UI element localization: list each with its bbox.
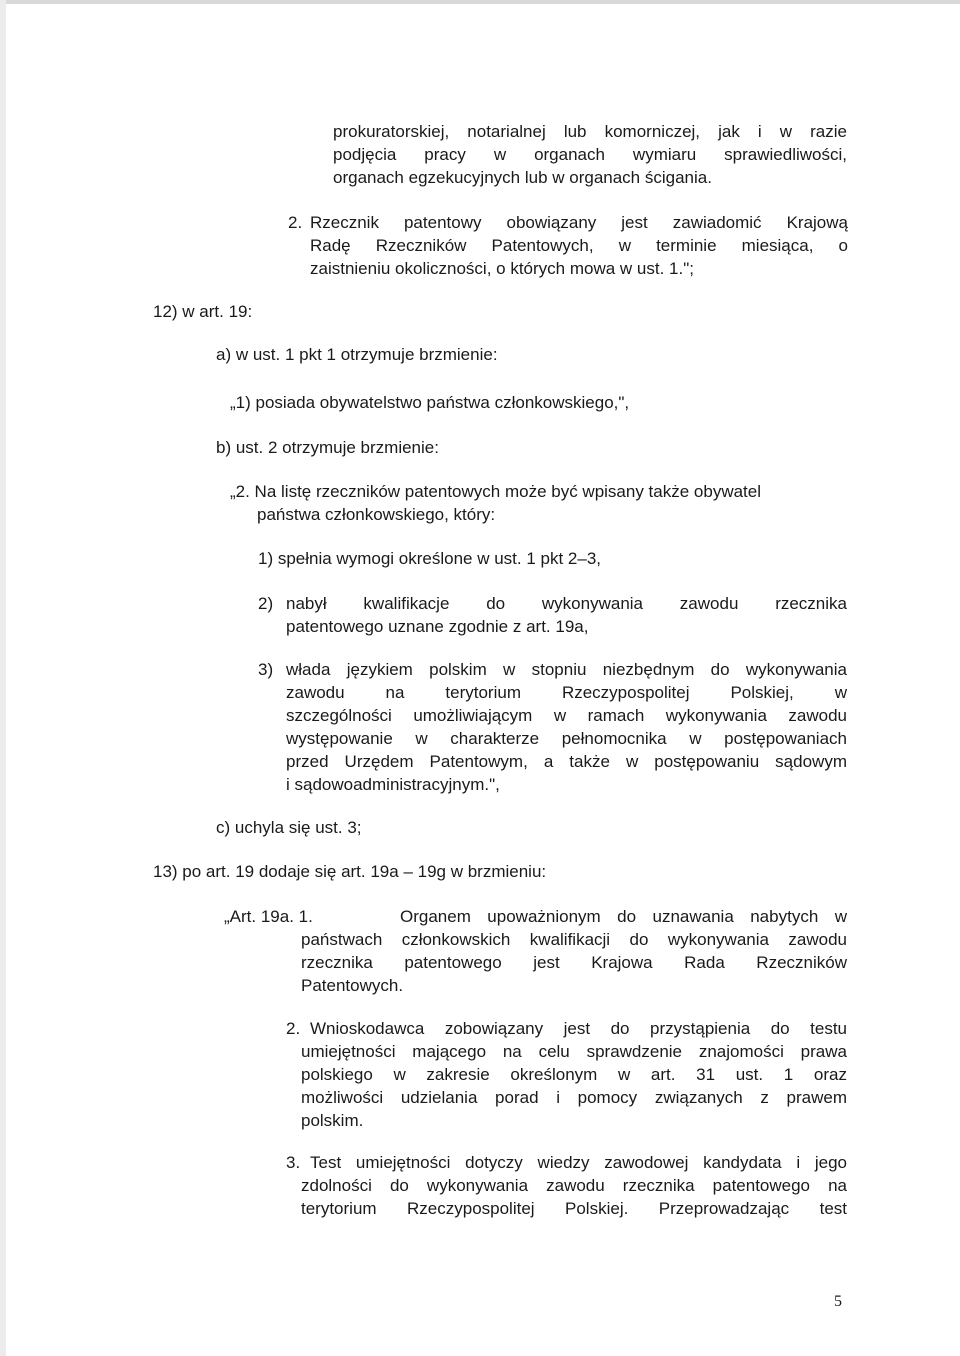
item-number: 3)	[258, 660, 274, 679]
text-line: zaistnieniu okoliczności, o których mowa w ust. 1.";	[310, 259, 694, 278]
text-line: Test umiejętności dotyczy wiedzy zawodowej kandydata i jego	[310, 1153, 847, 1172]
text-line: zdolności do wykonywania zawodu rzecznika patentowego na	[301, 1176, 847, 1195]
item-number: 3.	[286, 1153, 301, 1172]
text-line: 1) spełnia wymogi określone w ust. 1 pkt 2–3,	[258, 549, 602, 568]
text-line: Organem upoważnionym do uznawania nabytych w	[400, 907, 847, 926]
scan-edge-left	[0, 0, 6, 1356]
text-line: polskim.	[301, 1111, 364, 1130]
text-line: podjęcia pracy w organach wymiaru sprawiedliwości,	[333, 145, 847, 164]
text-line: przed Urzędem Patentowym, a także w postępowaniu sądowym	[286, 752, 847, 771]
text-line: Wnioskodawca zobowiązany jest do przystąpienia do testu	[310, 1019, 847, 1038]
text-line: nabył kwalifikacje do wykonywania zawodu rzecznika	[286, 594, 847, 613]
text-line: organach egzekucyjnych lub w organach ścigania.	[333, 168, 712, 187]
text-line: terytorium Rzeczypospolitej Polskiej. Przeprowadzając test	[301, 1199, 847, 1218]
text-line: umiejętności mającego na celu sprawdzenie znajomości prawa	[301, 1042, 847, 1061]
text-line: możliwości udzielania porad i pomocy związanych z prawem	[301, 1088, 847, 1107]
text-line: „1) posiada obywatelstwo państwa członkowskiego,",	[230, 393, 630, 412]
item-number: 2)	[258, 594, 274, 613]
text-line: patentowego uznane zgodnie z art. 19a,	[286, 617, 589, 636]
text-line: włada językiem polskim w stopniu niezbędnym do wykonywania	[286, 660, 847, 679]
text-line: c) uchyla się ust. 3;	[216, 818, 362, 837]
text-line: „2. Na listę rzeczników patentowych może być wpisany także obywatel	[230, 482, 762, 501]
text-line: występowanie w charakterze pełnomocnika w postępowaniach	[286, 729, 847, 748]
text-line: rzecznika patentowego jest Krajowa Rada Rzeczników	[301, 953, 847, 972]
text-line: Radę Rzeczników Patentowych, w terminie miesiąca, o	[310, 236, 848, 255]
text-line: państwach członkowskich kwalifikacji do wykonywania zawodu	[301, 930, 847, 949]
text-line: prokuratorskiej, notarialnej lub komorniczej, jak i w razie	[333, 122, 847, 141]
text-line: Patentowych.	[301, 976, 404, 995]
item-number: 2.	[286, 1019, 301, 1038]
item-number: 2.	[288, 213, 303, 232]
text-line: szczególności umożliwiającym w ramach wykonywania zawodu	[286, 706, 847, 725]
text-line: Rzecznik patentowy obowiązany jest zawiadomić Krajową	[310, 213, 848, 232]
text-line: polskiego w zakresie określonym w art. 31 ust. 1 oraz	[301, 1065, 847, 1084]
article-label: „Art. 19a. 1.	[224, 907, 313, 926]
amendment-heading: 12) w art. 19:	[153, 302, 253, 321]
text-line: b) ust. 2 otrzymuje brzmienie:	[216, 438, 439, 457]
text-line: i sądowoadministracyjnym.",	[286, 775, 500, 794]
page-number: 5	[834, 1293, 842, 1310]
text-line: zawodu na terytorium Rzeczypospolitej Polskiej, w	[286, 683, 847, 702]
amendment-heading: 13) po art. 19 dodaje się art. 19a – 19g w brzmieniu:	[153, 862, 547, 881]
scan-edge-top	[0, 0, 960, 4]
text-line: a) w ust. 1 pkt 1 otrzymuje brzmienie:	[216, 345, 498, 364]
text-line: państwa członkowskiego, który:	[257, 505, 496, 524]
